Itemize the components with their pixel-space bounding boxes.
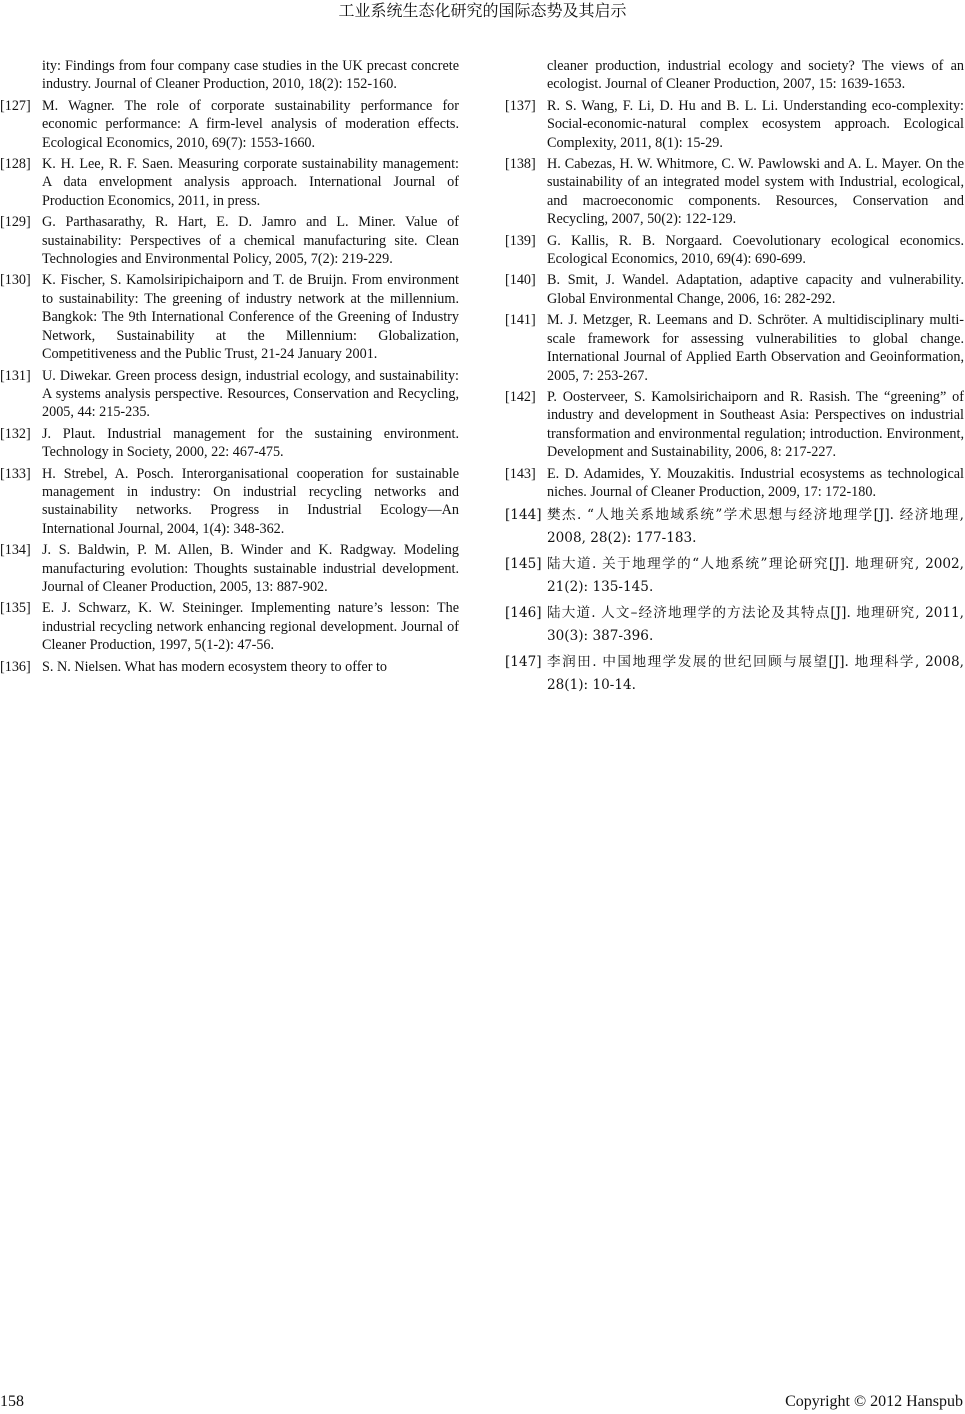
reference-number: [129] (0, 214, 31, 231)
reference-item (0, 271, 459, 363)
reference-number: [145] (505, 556, 542, 573)
reference-item (505, 504, 964, 550)
reference-text: S. N. Nielsen. What has modern ecosystem theory to offer to (42, 658, 388, 675)
reference-continuation: cleaner production, industrial ecology and society? The views of an ecologist. Journal of Cleaner Production, 2007, 15: 1639-1653. (547, 58, 964, 93)
reference-number: [144] (505, 507, 542, 524)
reference-number: [128] (0, 156, 31, 173)
reference-item (0, 541, 459, 596)
page-number: 158 (0, 1393, 24, 1410)
reference-item (505, 602, 964, 648)
running-header: 工业系统生态化研究的国际态势及其启示 (338, 3, 627, 20)
reference-list-right (505, 97, 964, 698)
reference-item (0, 155, 459, 210)
reference-text: K. H. Lee, R. F. Saen. Measuring corporate sustainability management: A data envelopment analysis approach. International Journal of Production Economics, 2011, in press. (42, 156, 459, 209)
reference-text: M. Wagner. The role of corporate sustainability performance for economic performance: A firm-level analysis of moderation effects. Ecological Economics, 2010, 69(7): 1553-1660. (42, 97, 459, 151)
reference-number: [139] (505, 232, 536, 249)
reference-number: [147] (505, 654, 542, 671)
reference-text: J. S. Baldwin, P. M. Allen, B. Winder and K. Radgway. Modeling manufacturing evolution: Thoughts sustainable industrial development. Journal of Cleaner Production, 2005, 13: 887-902. (42, 542, 459, 595)
reference-text: E. J. Schwarz, K. W. Steininger. Implementing nature’s lesson: The industrial recycling network enhancing regional development. Journal of Cleaner Production, 1997, 5(1-2): 47-56. (42, 600, 459, 654)
reference-text: M. J. Metzger, R. Leemans and D. Schröter. A multidisciplinary multi-scale framework for assessing vulnerabilities to global change. International Journal of Applied Earth Observation and Geoinformation, 2005, 7: 253-267. (547, 312, 964, 384)
reference-number: [138] (505, 156, 536, 173)
reference-item (505, 388, 964, 462)
reference-text: U. Diwekar. Green process design, industrial ecology, and sustainability: A systems analysis perspective. Resources, Conservation and Recycling, 2005, 44: 215-235. (42, 367, 459, 421)
reference-item (0, 213, 459, 268)
reference-item (505, 232, 964, 269)
reference-item (505, 553, 964, 599)
reference-number: [133] (0, 465, 31, 482)
reference-number: [134] (0, 542, 31, 559)
reference-text: H. Cabezas, H. W. Whitmore, C. W. Pawlowski and A. L. Mayer. On the sustainability of an integrated model system with Industrial, ecological, and macroeconomic components. Resources, Conservation and Recycling, 2007, 50(2): 122-129. (547, 156, 964, 228)
reference-item (0, 425, 459, 462)
reference-text: 陆大道. 人文–经济地理学的方法论及其特点[J]. 地理研究, 2011, 30(3): 387-396. (547, 605, 964, 645)
reference-text: 陆大道. 关于地理学的“人地系统”理论研究[J]. 地理研究, 2002, 21(2): 135-145. (547, 556, 964, 596)
right-column (505, 57, 964, 700)
reference-text: 李润田. 中国地理学发展的世纪回顾与展望[J]. 地理科学, 2008, 28(1): 10-14. (547, 654, 964, 694)
reference-item (505, 651, 964, 697)
reference-list-left (0, 97, 459, 676)
reference-item (505, 155, 964, 229)
reference-item (0, 465, 459, 539)
reference-number: [132] (0, 425, 31, 442)
reference-number: [142] (505, 388, 536, 405)
reference-number: [143] (505, 465, 536, 482)
reference-number: [146] (505, 605, 542, 622)
reference-item (505, 311, 964, 385)
reference-number: [131] (0, 367, 31, 384)
reference-text: 樊杰. “人地关系地域系统”学术思想与经济地理学[J]. 经济地理, 2008, 28(2): 177-183. (547, 507, 964, 547)
reference-number: [140] (505, 272, 536, 289)
reference-number: [136] (0, 658, 31, 675)
reference-item (0, 97, 459, 152)
reference-text: H. Strebel, A. Posch. Interorganisational cooperation for sustainable management in industry: On industrial recycling networks and sustainability networks. Progress in Industrial Ecology—An International Journal, 2004, 1(4): 348-362. (42, 465, 459, 537)
reference-text: B. Smit, J. Wandel. Adaptation, adaptive capacity and vulnerability. Global Environmental Change, 2006, 16: 282-292. (547, 272, 964, 307)
reference-text: R. S. Wang, F. Li, D. Hu and B. L. Li. Understanding eco-complexity: Social-economic-natural complex ecosystem approach. Ecological Complexity, 2011, 8(1): 15-29. (547, 97, 964, 151)
reference-text: G. Parthasarathy, R. Hart, E. D. Jamro and L. Miner. Value of sustainability: Perspectives of a chemical manufacturing site. Clean Technologies and Environmental Policy, 2005, 7(2): 219-229. (42, 214, 459, 268)
reference-item (505, 271, 964, 308)
reference-number: [135] (0, 600, 31, 617)
reference-text: G. Kallis, R. B. Norgaard. Coevolutionary ecological economics. Ecological Economics, 2010, 69(4): 690-699. (547, 232, 964, 268)
reference-number: [130] (0, 272, 31, 289)
reference-item (505, 97, 964, 152)
copyright-notice: Copyright © 2012 Hanspub (785, 1393, 963, 1410)
reference-text: J. Plaut. Industrial management for the sustaining environment. Technology in Society, 2000, 22: 467-475. (42, 425, 459, 461)
left-column (0, 57, 459, 679)
reference-item (505, 465, 964, 502)
reference-continuation: ity: Findings from four company case studies in the UK precast concrete industry. Journal of Cleaner Production, 2010, 18(2): 152-160. (42, 58, 459, 93)
reference-item (0, 599, 459, 654)
reference-text: E. D. Adamides, Y. Mouzakitis. Industrial ecosystems as technological niches. Journal of Cleaner Production, 2009, 17: 172-180. (547, 465, 964, 500)
reference-number: [141] (505, 312, 536, 329)
reference-number: [137] (505, 97, 536, 114)
reference-item (0, 367, 459, 422)
reference-number: [127] (0, 97, 31, 114)
reference-item (0, 658, 459, 676)
reference-text: P. Oosterveer, S. Kamolsirichaiporn and R. Rasish. The “greening” of industry and development in Southeast Asia: Perspectives on industrial transformation and environmental regulation; introduction. Environment, Development and Sustainability, 2006, 8: 217-227. (547, 388, 964, 461)
reference-text: K. Fischer, S. Kamolsiripichaiporn and T. de Bruijn. From environment to sustainability: The greening of industry network at the millennium. Bangkok: The 9th International Conference of the Greening of Industry Network, Sustainability at the Millennium: Globalization, Competitiveness and the Public Trust, 21-24 January 2001. (42, 272, 459, 363)
